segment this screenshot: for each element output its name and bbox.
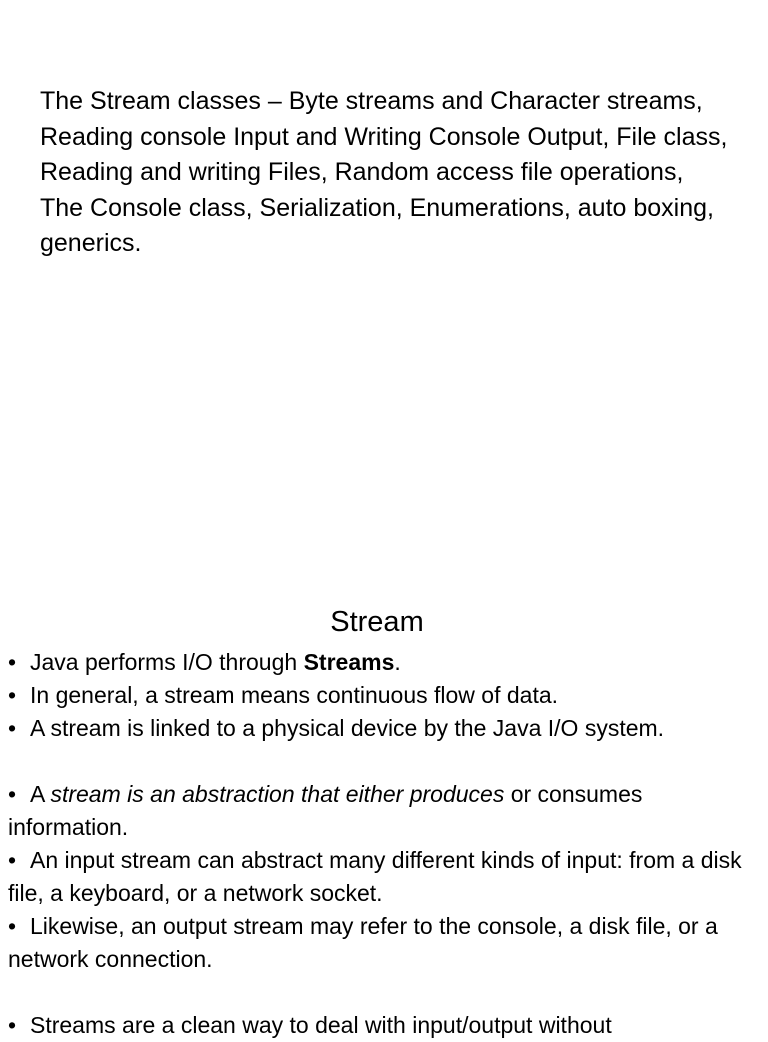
bullet-text: A stream is linked to a physical device by the Java I/O system. bbox=[30, 715, 665, 741]
bullet-icon: • bbox=[8, 1012, 17, 1038]
bullet-text: An input stream can abstract many different kinds of input: from a disk file, a keyboard, or a network socket. bbox=[8, 847, 742, 906]
bullet-icon: • bbox=[8, 649, 17, 675]
bullet-text: A bbox=[30, 781, 51, 807]
bullet-text: or consumes information. bbox=[8, 781, 643, 840]
bullet-text: Streams are a clean way to deal with input/output without bbox=[30, 1012, 612, 1038]
bullet-icon: • bbox=[8, 847, 17, 873]
bullet-item bbox=[8, 910, 760, 976]
bullet-item bbox=[8, 712, 760, 745]
bullet-icon: • bbox=[8, 913, 17, 939]
bullet-item bbox=[8, 679, 760, 712]
bullet-icon: • bbox=[8, 715, 17, 741]
bullet-icon: • bbox=[8, 682, 17, 708]
bullet-text: Likewise, an output stream may refer to the console, a disk file, or a network connection. bbox=[8, 913, 718, 972]
bullet-item bbox=[8, 646, 760, 679]
bullet-text: Java performs I/O through bbox=[30, 649, 304, 675]
bullet-icon: • bbox=[8, 781, 17, 807]
bullet-text-bold: Streams bbox=[303, 649, 395, 675]
bullet-list bbox=[8, 646, 760, 1042]
bullet-text: . bbox=[394, 649, 401, 675]
bullet-item bbox=[8, 1009, 760, 1042]
slide-title: Stream bbox=[330, 606, 424, 638]
bullet-item bbox=[8, 844, 760, 910]
slide-stream bbox=[0, 576, 768, 1038]
bullet-text-italic: stream is an abstraction that either produces bbox=[50, 781, 505, 807]
bullet-text: In general, a stream means continuous flow of data. bbox=[30, 682, 559, 708]
bullet-item bbox=[8, 778, 760, 844]
intro-paragraph: The Stream classes – Byte streams and Character streams, Reading console Input and Writing Console Output, File class, Reading and writing Files, Random access file operations, The Console class, Serialization, Enumerations, auto boxing, generics. bbox=[40, 87, 728, 257]
